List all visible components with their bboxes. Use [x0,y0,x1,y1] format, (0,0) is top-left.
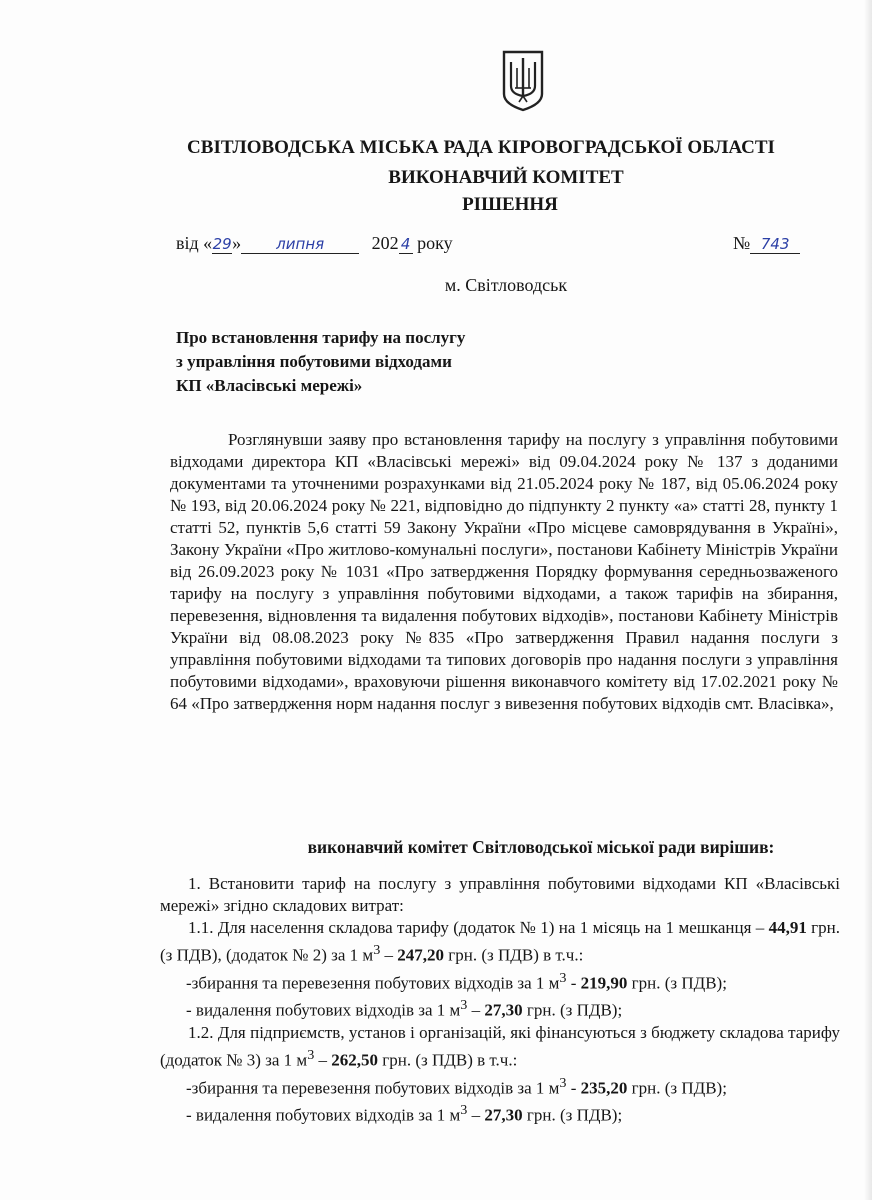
item-1: 1. Встановити тариф на послугу з управління побутовими відходами КП «Власівські мережі» згідно складових витрат: [160,874,840,915]
subject-line-1: Про встановлення тарифу на послугу [176,328,466,347]
date-prefix: від « [176,233,213,253]
date-mid: » [232,233,242,253]
date-year-digit: 4 [399,235,413,254]
item-1-1: 1.1. Для населення складова тарифу (додаток № 1) на 1 місяць на 1 мешканця – 44,91 грн. (з ПДВ), (додаток № 2) за 1 $м^3 - 247,20$ грн. (з ПДВ) в т.ч.: [160,918,840,965]
preamble-block [170,429,838,715]
date-suffix: року [417,233,453,253]
population-monthly-rate: 44,91 [768,918,807,937]
subject-line-2: з управління побутовими відходами [176,352,452,371]
coat-of-arms-icon [502,50,544,112]
item-1-2-disposal: - видалення побутових відходів за 1 $м^3 - 27,30$ грн. (з ПДВ); [186,1102,623,1125]
decision-items [160,873,840,1127]
population-cubic-rate: 247,20 [397,945,445,965]
preamble-text: Розглянувши заяву про встановлення тарифу на послугу з управління побутовими відходами директора КП «Власівські мережі» від 09.04.2024 року № 137 з доданими документами та уточненими розрахунками від 21.05.2024 року № 187, від 05.06.2024 року № 193, від 20.06.2024 року № 221, відповідно до підпункту 2 пункту «а» статті 28, пункту 1 статті 52, пунктів 5,6 статті 59 Закону України «Про місцеве самоврядування в Україні», Закону України «Про житлово-комунальні послуги», постанови Кабінету Міністрів України від 26.09.2023 року № 1031 «Про затвердження Порядку формування середньозваженого тарифу на послугу з управління побутовими відходами, а також тарифів на збирання, перевезення, відновлення та видалення побутових відходів», постанови Кабінету Міністрів України від 08.08.2023 року №835 «Про затвердження Правил надання послуги з управління побутовими відходами та типових договорів про надання послуги з управління побутовими відходами», враховуючи рішення виконавчого комітету від 17.02.2021 року № 64 «Про затвердження норм надання послуг з вивезення побутових відходів смт. Власівка», [170,430,838,713]
committee-title: ВИКОНАВЧИЙ КОМІТЕТ [388,167,624,188]
document-number [733,233,800,254]
subject-block [176,326,465,398]
item-1-2: 1.2. Для підприємств, установ і організацій, які фінансуються з бюджету складова тарифу (додаток № 3) за 1 $м^3 - 262,50$ грн. (з ПДВ) в т.ч.: [160,1022,840,1070]
subject-line-3: КП «Власівські мережі» [176,376,363,395]
council-title: СВІТЛОВОДСЬКА МІСЬКА РАДА КІРОВОГРАДСЬКОЇ ОБЛАСТІ [187,137,775,158]
date-year-prefix: 202 [371,233,399,253]
decision-heading: виконавчий комітет Світловодської міської ради вирішив: [307,837,775,857]
budget-org-rate: 262,50 [331,1050,379,1070]
number-value: 743 [750,235,800,254]
document-type-title: РІШЕННЯ [462,194,558,215]
date-line [176,233,453,254]
number-prefix: № [733,233,751,253]
date-day: 29 [212,235,232,253]
date-month: липня [241,235,359,254]
item-1-2-collection: -збирання та перевезення побутових відходів за 1 $м^3 - 235,20$ грн. (з ПДВ); [186,1074,727,1098]
city: м. Світловодськ [444,275,568,295]
item-1-1-collection: -збирання та перевезення побутових відходів за 1 $м^3 - 219,90$ грн. (з ПДВ); [186,969,727,993]
item-1-1-disposal: - видалення побутових відходів за 1 $м^3 - 27,30$ грн. (з ПДВ); [186,997,623,1020]
